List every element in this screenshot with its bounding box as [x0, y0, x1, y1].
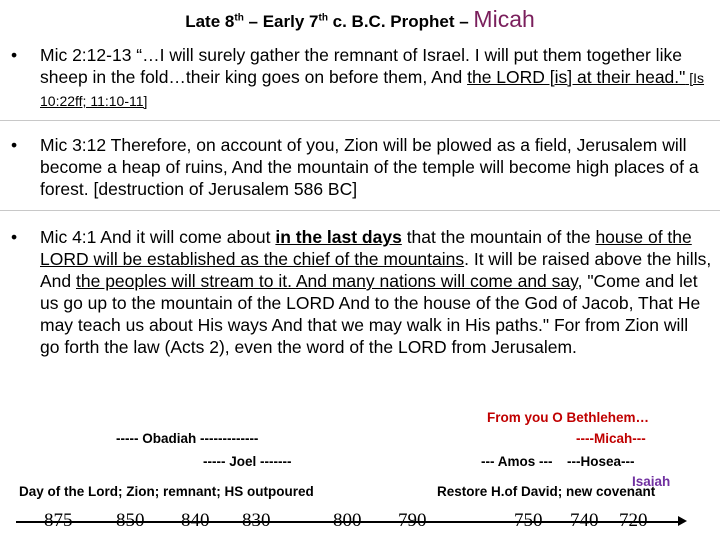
- title-suffix: c. B.C. Prophet –: [327, 12, 474, 31]
- divider: [0, 120, 720, 121]
- year-875: 875: [44, 510, 73, 531]
- obadiah-label: ----- Obadiah -------------: [116, 431, 259, 446]
- timeline-arrowhead: [678, 516, 687, 526]
- isaiah-label: Isaiah: [632, 474, 671, 489]
- joel-label: ----- Joel -------: [203, 454, 292, 469]
- verse-underlined: the LORD [is] at their head.": [467, 67, 686, 87]
- right-caption: Restore H.of David; new covenant: [437, 484, 656, 499]
- cross-reference: [Is 10:22ff; 11:10-11]: [40, 70, 705, 109]
- verse-ref: Mic 2:12-13: [40, 45, 132, 65]
- year-840: 840: [181, 510, 210, 531]
- verse-text: "Come and let us go up to the mountain of the LORD And to the house of the God of Jacob, That He may teach us about His ways And that we may walk in His paths." For from Zion will go forth the law (Acts 2), even the word of the LORD from Jerusalem.: [40, 271, 701, 357]
- year-720: 720: [619, 510, 648, 531]
- bullet-dot: •: [11, 227, 18, 247]
- year-830: 830: [242, 510, 271, 531]
- hosea-label: ---Hosea---: [567, 454, 635, 469]
- left-caption: Day of the Lord; Zion; remnant; HS outpoured: [19, 484, 314, 499]
- verse-underlined: house of the LORD will be established as the chief of the mountains: [40, 227, 692, 269]
- bullet-dot: •: [11, 135, 18, 155]
- verse-underlined: the peoples will stream to it. And many nations will come and say,: [76, 271, 583, 291]
- verse-text: And it will come about: [96, 227, 276, 247]
- title-prefix: Late 8: [185, 12, 235, 31]
- year-750: 750: [514, 510, 543, 531]
- verse-ref: Mic 4:1: [40, 227, 97, 247]
- verse-text: . It will be raised above the hills, And: [40, 249, 712, 291]
- year-800: 800: [333, 510, 362, 531]
- bullet-text: [40, 44, 712, 112]
- verse-text: that the mountain of the: [401, 227, 596, 247]
- title-mid: – Early 7: [243, 12, 319, 31]
- divider: [0, 210, 720, 211]
- bullet-dot: •: [11, 45, 18, 65]
- verse-ref: Mic 3:12: [40, 135, 107, 155]
- amos-label: --- Amos ---: [481, 454, 553, 469]
- bethlehem-label: From you O Bethlehem…: [487, 410, 650, 425]
- bullet-text: [40, 226, 712, 358]
- verse-text: Therefore, on account of you, Zion will be plowed as a field, Jerusalem will become a heap of ruins, And the mountain of the temple will become high places of a forest. [destruction of Jerusalem 586 BC]: [40, 135, 699, 199]
- micah-label: ----Micah---: [576, 431, 646, 446]
- verse-bold-underlined: in the last days: [275, 227, 402, 247]
- year-740: 740: [570, 510, 599, 531]
- title-sup-1: th: [234, 12, 244, 24]
- bullet-text: [40, 134, 712, 200]
- title-sup-2: th: [318, 12, 328, 24]
- verse-text: “…I will surely gather the remnant of Israel. I will put them together like sheep in the fold…their king goes on before them, And: [40, 45, 682, 87]
- title-prophet-name: Micah: [473, 6, 535, 32]
- year-850: 850: [116, 510, 145, 531]
- slide-title: [0, 6, 720, 33]
- year-790: 790: [398, 510, 427, 531]
